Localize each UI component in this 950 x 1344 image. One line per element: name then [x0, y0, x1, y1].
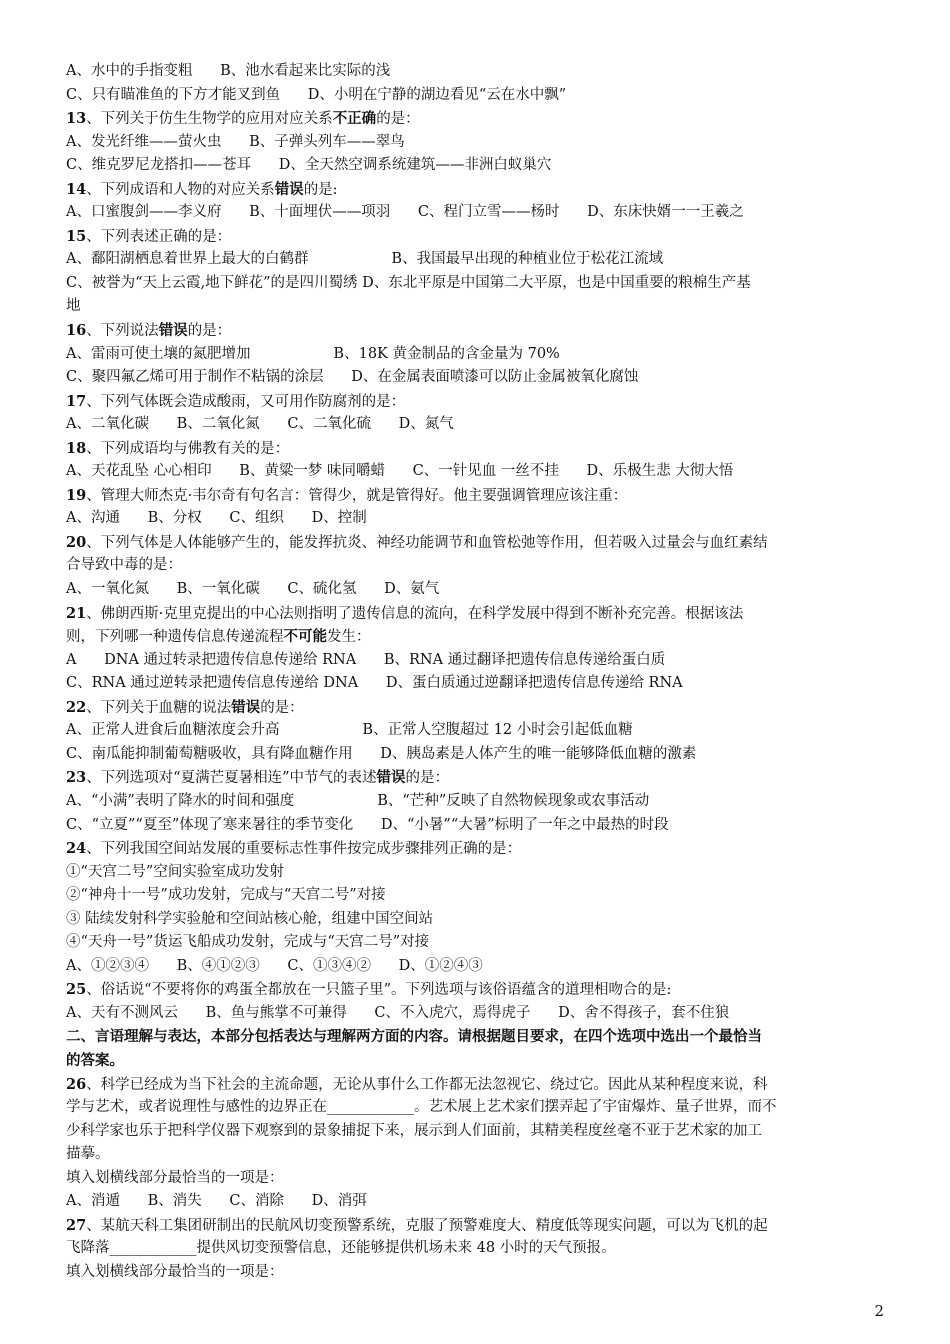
line-text: 、下列成语均与佛教有关的是： [86, 440, 290, 457]
line-text: A、鄱阳湖栖息着世界上最大的白鹤群 B、我国最早出现的种植业位于松花江流域 [66, 251, 664, 268]
line-text: 、下列选项对“夏满芒夏暑相连”中节气的表述 [86, 770, 377, 787]
text-line [66, 178, 884, 202]
line-text: A、水中的手指变粗 B、池水看起来比实际的浅 [66, 63, 391, 79]
question-number: 21 [66, 604, 87, 622]
question-number: 24 [66, 840, 87, 858]
page-number: 2 [874, 1302, 884, 1320]
question-number: 25 [66, 981, 87, 999]
text-line [66, 649, 884, 673]
text-line [66, 1096, 884, 1120]
text-line [66, 1120, 884, 1144]
line-text-tail: 的是： [187, 323, 232, 340]
line-text-tail: 的是： [376, 111, 420, 128]
line-text: 、某航天科工集团研制出的民航风切变预警系统，克服了预警难度大、精度低等现实问题，可以为飞机的起 [86, 1217, 768, 1234]
text-line [66, 1143, 884, 1167]
text-line [66, 248, 884, 272]
text-line [66, 861, 884, 885]
line-text: 、下列成语和人物的对应关系 [86, 181, 275, 198]
text-line [66, 437, 884, 461]
emphasis-text: 不正确 [332, 110, 377, 128]
line-text: ④“天舟一号”货运飞船成功发射，完成与“天宫二号”对接 [66, 934, 430, 951]
line-text: A、天花乱坠 心心相印 B、黄粱一梦 味同嚼蜡 C、一针见血 一丝不挂 D、乐极生悲 大彻大悟 [66, 463, 734, 480]
line-text-tail: 的是: [303, 181, 338, 198]
line-text: 飞降落____________提供风切变预警信息，还能够提供机场未来 48 小时的天气预报。 [66, 1240, 616, 1257]
text-line [66, 931, 884, 955]
line-text: A、天有不测风云 B、鱼与熊掌不可兼得 C、不入虎穴，焉得虎子 D、舍不得孩子，套不住狼 [66, 1004, 730, 1021]
line-text-tail: 的是： [405, 770, 450, 787]
text-line [66, 578, 884, 602]
line-text: 描摹。 [66, 1146, 110, 1163]
text-line [66, 507, 884, 531]
text-line [66, 295, 884, 319]
line-text: C、南瓜能抑制葡萄糖吸收，具有降血糖作用 D、胰岛素是人体产生的唯一能够降低血糖的激素 [66, 745, 697, 762]
text-line [66, 343, 884, 367]
line-text-tail: 发生： [327, 629, 371, 646]
line-text: 少科学家也乐于把科学仪器下观察到的景象捕捉下来，展示到人们面前，其精美程度丝毫不亚于艺术家的加工 [66, 1122, 762, 1139]
emphasis-text: 二、言语理解与表达，本部分包括表达与理解两方面的内容。请根据题目要求，在四个选项中选出一个最恰当 [66, 1028, 762, 1046]
text-line [66, 696, 884, 720]
line-text: 合导致中毒的是： [66, 557, 182, 574]
text-line [66, 672, 884, 696]
text-line [66, 1025, 884, 1049]
line-text: 、下列表述正确的是： [86, 228, 232, 245]
text-line [66, 1002, 884, 1026]
question-number: 19 [66, 486, 87, 504]
text-line [66, 484, 884, 508]
text-line [66, 413, 884, 437]
document-body [66, 60, 884, 1284]
text-line [66, 272, 884, 296]
line-text: A、正常人进食后血糖浓度会升高 B、正常人空腹超过 12 小时会引起低血糖 [66, 722, 633, 739]
text-line [66, 319, 884, 343]
text-line [66, 366, 884, 390]
text-line [66, 554, 884, 578]
text-line [66, 1190, 884, 1214]
text-line [66, 154, 884, 178]
text-line [66, 390, 884, 414]
question-number: 18 [66, 439, 87, 457]
text-line [66, 1049, 884, 1073]
text-line [66, 884, 884, 908]
line-text: C、RNA 通过逆转录把遗传信息传递给 DNA D、蛋白质通过逆翻译把遗传信息传递给 RNA [66, 675, 683, 692]
question-number: 26 [66, 1075, 87, 1093]
text-line [66, 814, 884, 838]
text-line [66, 107, 884, 131]
text-line [66, 460, 884, 484]
line-text: C、维克罗尼龙搭扣——苍耳 D、全天然空调系统建筑——非洲白蚁巢穴 [66, 157, 552, 174]
text-line [66, 955, 884, 979]
line-text: A、①②③④ B、④①②③ C、①③④② D、①②④③ [66, 957, 483, 974]
line-text: C、被誉为“天上云霞,地下鲜花”的是四川蜀绣 D、东北平原是中国第二大平原，也是中国重要的粮棉生产基 [66, 274, 751, 291]
line-text-tail: 的是： [260, 699, 304, 716]
line-text: A、消遁 B、消失 C、消除 D、消弭 [66, 1193, 367, 1210]
line-text: 、俗话说“不要将你的鸡蛋全都放在一只篮子里”。下列选项与该俗语蕴含的道理相吻合的是: [86, 982, 672, 999]
text-line [66, 131, 884, 155]
text-line [66, 625, 884, 649]
line-text: 、管理大师杰克·韦尔奇有句名言：管得少，就是管得好。他主要强调管理应该注重： [86, 487, 628, 504]
question-number: 13 [66, 110, 87, 128]
emphasis-text: 错误 [231, 698, 261, 716]
text-line [66, 743, 884, 767]
line-text: ①“天宫二号”空间实验室成功发射 [66, 863, 284, 880]
line-text: A、沟通 B、分权 C、组织 D、控制 [66, 510, 367, 527]
text-line [66, 1167, 884, 1191]
line-text: ②“神舟十一号”成功发射，完成与“天宫二号”对接 [66, 887, 386, 904]
line-text: 、下列关于血糖的说法 [86, 699, 232, 716]
line-text: 填入划横线部分最恰当的一项是： [66, 1169, 284, 1186]
question-number: 20 [66, 533, 87, 551]
line-text: 、下列说法 [86, 323, 159, 340]
text-line [66, 201, 884, 225]
question-number: 15 [66, 227, 87, 245]
text-line [66, 790, 884, 814]
line-text: A、发光纤维——萤火虫 B、子弹头列车——翠鸟 [66, 133, 405, 150]
text-line [66, 766, 884, 790]
question-number: 27 [66, 1216, 87, 1234]
line-text: ③ 陆续发射科学实验舱和空间站核心舱，组建中国空间站 [66, 910, 434, 927]
text-line [66, 1073, 884, 1097]
line-text: 学与艺术，或者说理性与感性的边界正在____________。艺术展上艺术家们摆弄起了宇宙爆炸、量子世界，而不 [66, 1099, 777, 1116]
emphasis-text: 错误 [274, 180, 304, 198]
line-text: 则，下列哪一种遗传信息传递流程 [66, 629, 284, 646]
line-text: 、下列气体既会造成酸雨，又可用作防腐剂的是： [86, 393, 406, 410]
emphasis-text: 错误 [376, 769, 406, 787]
text-line [66, 719, 884, 743]
line-text: A、一氧化氮 B、一氧化碳 C、硫化氢 D、氨气 [66, 581, 440, 598]
line-text: 、科学已经成为当下社会的主流命题，无论从事什么工作都无法忽视它、绕过它。因此从某种程度来说，科 [86, 1076, 768, 1093]
line-text: A、口蜜腹剑——李义府 B、十面埋伏——项羽 C、程门立雪——杨时 D、东床快婿一一王羲之 [66, 204, 744, 221]
emphasis-text: 的答案。 [66, 1051, 124, 1069]
line-text: 、下列关于仿生生物学的应用对应关系 [86, 111, 333, 128]
line-text: C、“立夏”“夏至”体现了寒来暑往的季节变化 D、“小暑”“大暑”标明了一年之中最热的时段 [66, 816, 669, 833]
line-text: 、下列气体是人体能够产生的，能发挥抗炎、神经功能调节和血管松弛等作用，但若吸入过量会与血红素结 [86, 534, 768, 551]
line-text: 、下列我国空间站发展的重要标志性事件按完成步骤排列正确的是： [86, 841, 522, 858]
emphasis-text: 错误 [158, 322, 188, 340]
line-text: 、佛朗西斯·克里克提出的中心法则指明了遗传信息的流向，在科学发展中得到不断补充完善。根据该法 [86, 605, 744, 622]
question-number: 23 [66, 769, 87, 787]
line-text: 地 [66, 298, 81, 315]
line-text: A DNA 通过转录把遗传信息传递给 RNA B、RNA 通过翻译把遗传信息传递给蛋白质 [66, 651, 666, 668]
emphasis-text: 不可能 [283, 628, 327, 646]
text-line [66, 225, 884, 249]
line-text: C、聚四氟乙烯可用于制作不粘锅的涂层 D、在金属表面喷漆可以防止金属被氧化腐蚀 [66, 369, 639, 386]
text-line [66, 1214, 884, 1238]
text-line [66, 84, 884, 108]
text-line [66, 1237, 884, 1261]
line-text: 填入划横线部分最恰当的一项是： [66, 1263, 284, 1280]
question-number: 14 [66, 180, 87, 198]
text-line [66, 1261, 884, 1285]
text-line [66, 531, 884, 555]
line-text: A、“小满”表明了降水的时间和强度 B、“芒种”反映了自然物候现象或农事活动 [66, 792, 650, 809]
text-line [66, 602, 884, 626]
line-text: C、只有瞄准鱼的下方才能叉到鱼 D、小明在宁静的湖边看见“云在水中飘” [66, 86, 567, 103]
text-line [66, 60, 884, 84]
text-line [66, 978, 884, 1002]
text-line [66, 908, 884, 932]
line-text: A、二氧化碳 B、二氧化氮 C、二氧化硫 D、氮气 [66, 416, 454, 433]
question-number: 22 [66, 698, 87, 716]
text-line [66, 837, 884, 861]
line-text: A、雷雨可使土壤的氮肥增加 B、18K 黄金制品的含金量为 70% [66, 345, 560, 362]
question-number: 16 [66, 322, 87, 340]
question-number: 17 [66, 392, 87, 410]
